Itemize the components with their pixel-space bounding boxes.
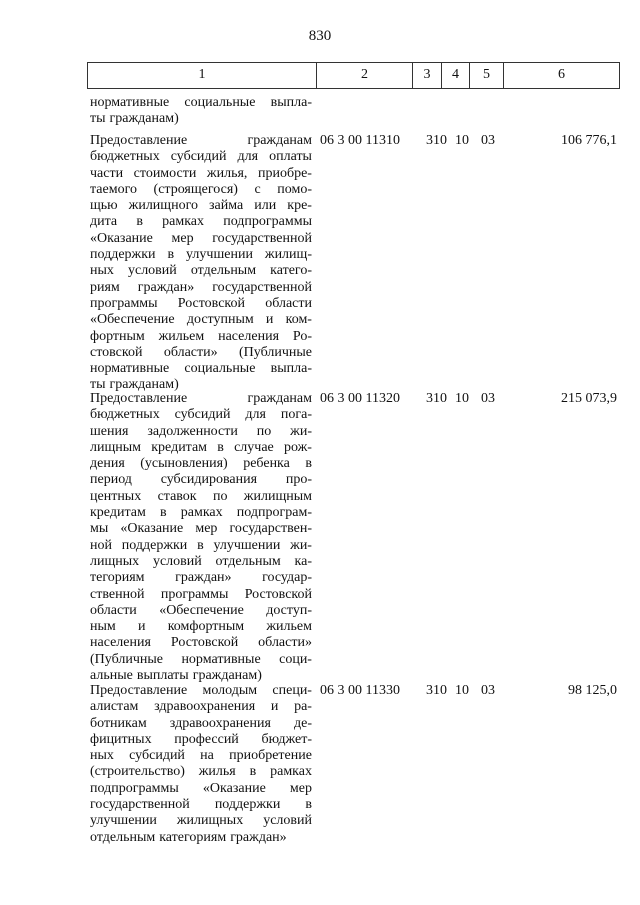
description-line: ты гражданам) — [90, 111, 179, 127]
description-line: стовской области» (Публичные — [90, 344, 312, 360]
amount: 98 125,0 — [568, 683, 617, 698]
description-line: Предоставление молодым специ- — [90, 683, 312, 698]
header-col-1: 1 — [87, 63, 316, 88]
expense-type: 310 — [426, 133, 447, 148]
description-line: тегориям граждан» государ- — [90, 570, 312, 586]
description-line: ных субсидий на приобретение — [90, 748, 312, 764]
section: 10 — [455, 391, 469, 406]
expense-type: 310 — [426, 391, 447, 406]
description-line: населения Ростовской области» — [90, 635, 312, 651]
description-line: ной поддержки в улучшении жи- — [90, 537, 312, 553]
description-line: шения задолженности по жи- — [90, 423, 312, 439]
description-line: Предоставление гражданам — [90, 133, 312, 148]
table-header — [87, 62, 620, 89]
description-line: ных условий отдельным катего- — [90, 263, 312, 279]
description-line: дения (усыновления) ребенка в — [90, 456, 312, 472]
subsection: 03 — [481, 391, 495, 406]
header-col-5: 5 — [469, 63, 503, 88]
description-line: ботникам здравоохранения де- — [90, 715, 312, 731]
header-col-3: 3 — [412, 63, 441, 88]
description-line: нормативные социальные выпла- — [90, 95, 312, 110]
section: 10 — [455, 133, 469, 148]
description-line: программы Ростовской области — [90, 295, 312, 311]
row-description — [90, 95, 312, 128]
description-line: государственной поддержки в — [90, 797, 312, 813]
page-number: 830 — [308, 28, 332, 44]
description-line: алистам здравоохранения и ра- — [90, 699, 312, 715]
description-line: фортным жильем населения Ро- — [90, 328, 312, 344]
budget-code: 06 3 00 11330 — [320, 683, 400, 698]
description-line: нормативные социальные выпла- — [90, 361, 312, 377]
expense-type: 310 — [426, 683, 447, 698]
description-line: «Обеспечение доступным и ком- — [90, 312, 312, 328]
row-description — [90, 683, 312, 846]
description-line: кредитам в рамках подпрограм- — [90, 505, 312, 521]
description-line: части стоимости жилья, приобре- — [90, 165, 312, 181]
header-col-6: 6 — [503, 63, 620, 88]
description-line: области «Обеспечение доступ- — [90, 602, 312, 618]
header-col-4: 4 — [441, 63, 469, 88]
description-line: (Публичные нормативные соци- — [90, 651, 312, 667]
description-line: ты гражданам) — [90, 377, 179, 393]
description-line: ственной программы Ростовской — [90, 586, 312, 602]
description-line: подпрограммы «Оказание мер — [90, 780, 312, 796]
description-line: период субсидирования про- — [90, 472, 312, 488]
subsection: 03 — [481, 683, 495, 698]
section: 10 — [455, 683, 469, 698]
description-line: альные выплаты гражданам) — [90, 668, 262, 684]
description-line: лищным кредитам в случае рож- — [90, 439, 312, 455]
row-description — [90, 133, 312, 394]
description-line: отдельным категориям граждан» — [90, 829, 287, 845]
amount: 106 776,1 — [561, 133, 617, 148]
description-line: ным и комфортным жильем — [90, 619, 312, 635]
amount: 215 073,9 — [561, 391, 617, 406]
description-line: центных ставок по жилищным — [90, 488, 312, 504]
description-line: бюджетных субсидий для оплаты — [90, 149, 312, 165]
header-col-2: 2 — [316, 63, 412, 88]
budget-code: 06 3 00 11310 — [320, 133, 400, 148]
subsection: 03 — [481, 133, 495, 148]
description-line: таемого (строящегося) с помо- — [90, 181, 312, 197]
description-line: (строительство) жилья в рамках — [90, 764, 312, 780]
budget-code: 06 3 00 11320 — [320, 391, 400, 406]
description-line: бюджетных субсидий для пога- — [90, 407, 312, 423]
description-line: лищных условий отдельным ка- — [90, 553, 312, 569]
description-line: поддержки в улучшении жилищ- — [90, 247, 312, 263]
description-line: мы «Оказание мер государствен- — [90, 521, 312, 537]
description-line: улучшении жилищных условий — [90, 813, 312, 829]
description-line: «Оказание мер государственной — [90, 230, 312, 246]
description-line: щью жилищного займа или кре- — [90, 198, 312, 214]
description-line: дита в рамках подпрограммы — [90, 214, 312, 230]
row-description — [90, 391, 312, 684]
description-line: риям граждан» государственной — [90, 279, 312, 295]
description-line: Предоставление гражданам — [90, 391, 312, 406]
description-line: фицитных профессий бюджет- — [90, 731, 312, 747]
